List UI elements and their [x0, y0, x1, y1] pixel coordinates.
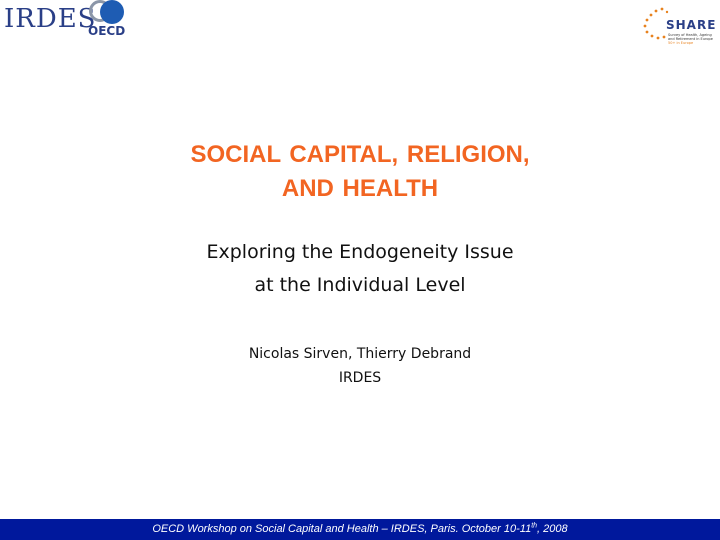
title-line-1: SOCIAL CAPITAL, RELIGION, — [190, 141, 530, 168]
footer-text-end: , 2008 — [537, 523, 568, 535]
slide-title — [0, 138, 720, 206]
share-tagline-line: Survey of Health, Ageing — [668, 33, 712, 37]
author-block — [0, 342, 720, 390]
authors: Nicolas Sirven, Thierry Debrand — [248, 346, 472, 362]
oecd-logo-text: OECD — [88, 24, 126, 38]
slide-subtitle — [0, 236, 720, 302]
share-logo — [640, 6, 718, 50]
subtitle-line-1: Exploring the Endogeneity Issue — [206, 241, 514, 263]
share-tagline-line: and Retirement in Europe — [668, 37, 713, 41]
footer-text: OECD Workshop on Social Capital and Health – IRDES, Paris. October 10-11 — [152, 523, 532, 535]
footer-bar — [0, 519, 720, 540]
share-logo-text: SHARE — [666, 18, 717, 32]
oecd-dot-icon — [100, 0, 124, 24]
irdes-logo: IRDES — [4, 4, 97, 34]
oecd-logo — [86, 0, 128, 40]
affiliation: IRDES — [338, 370, 382, 386]
footer-superscript: th — [531, 522, 538, 530]
title-line-2: AND HEALTH — [281, 175, 439, 202]
subtitle-line-2: at the Individual Level — [254, 274, 466, 296]
share-tagline — [668, 33, 716, 45]
share-tagline-line: 50+ in Europe — [668, 41, 694, 45]
